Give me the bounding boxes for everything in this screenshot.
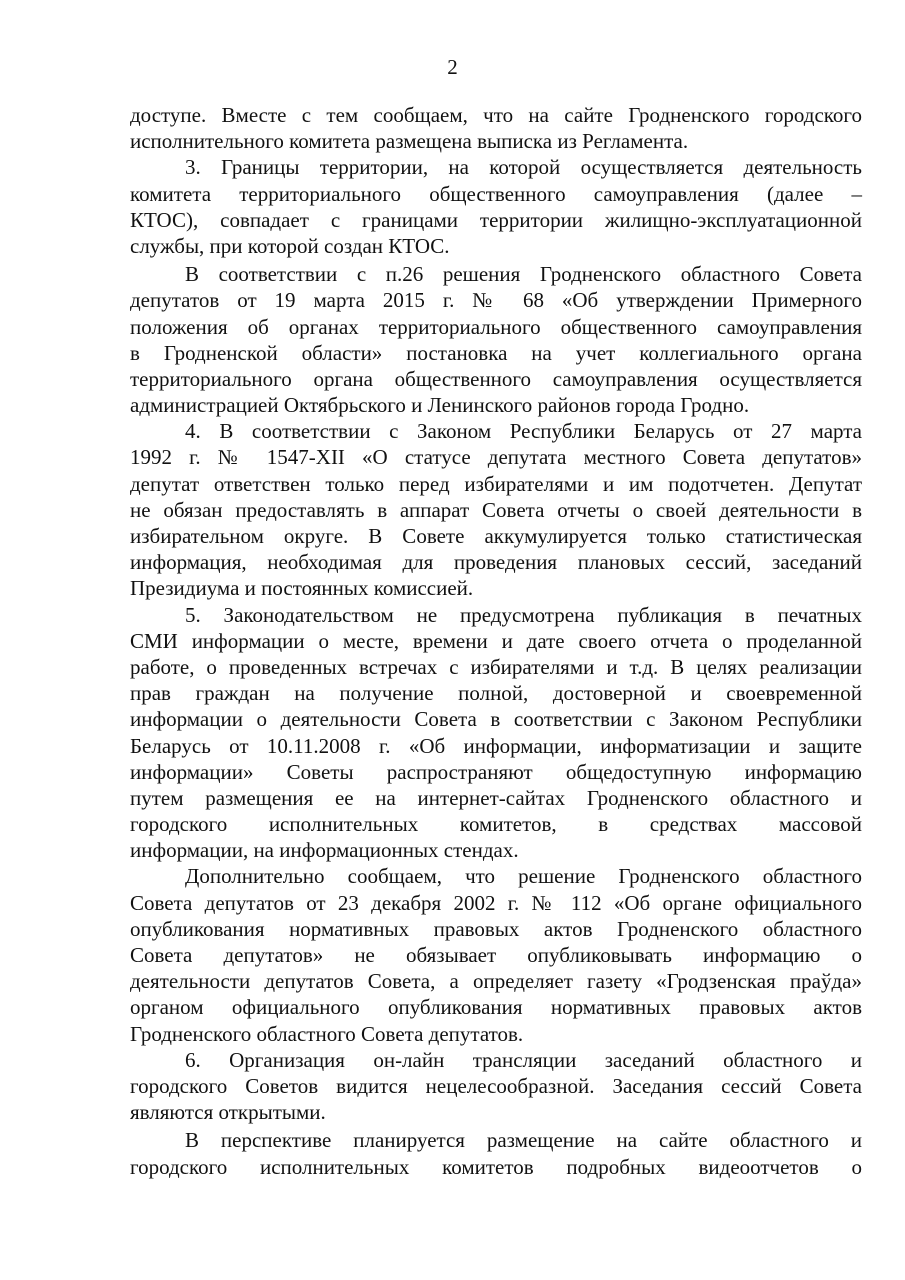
text-line: территориального органа общественного самоуправления осуществляется [130,366,862,391]
text-line: опубликования нормативных правовых актов Гродненского областного [130,916,862,941]
text-line: администрацией Октябрьского и Ленинского районов города Гродно. [130,393,750,418]
text-line: являются открытыми. [130,1100,326,1125]
text-line: информации о деятельности Совета в соответствии с Законом Республики [130,707,862,732]
text-line: Совета депутатов» не обязывает опубликовывать информацию о [130,943,862,967]
text-line: Беларусь от 10.11.2008 г. «Об информации, информатизации и защите [130,733,862,758]
text-line: городского исполнительных комитетов, в средствах массовой [130,812,862,837]
text-line: 1992 г. № 1547-XII «О статусе депутата местного Совета депутатов» [130,445,862,470]
text-line: информации, на информационных стендах. [130,838,519,863]
text-line: избирательном округе. В Совете аккумулируется только статистическая [130,524,862,548]
text-line: 5. Законодательством не предусмотрена публикация в печатных [185,602,862,627]
page-number: 2 [447,55,458,79]
text-line: 4. В соответствии с Законом Республики Беларусь от 27 марта [185,419,862,444]
text-line: доступе. Вместе с тем сообщаем, что на сайте Гродненского городского [130,103,862,127]
text-line: службы, при которой создан КТОС. [130,233,450,258]
text-line: положения об органах территориального общественного самоуправления [130,314,862,339]
text-line: в Гродненской области» постановка на учет коллегиального органа [130,340,862,365]
document-body [130,102,862,1180]
text-line: КТОС), совпадает с границами территории жилищно-эксплуатационной [130,207,862,232]
text-line: работе, о проведенных встречах с избирателями и т.д. В целях реализации [130,654,862,679]
text-line: городского исполнительных комитетов подробных видеоотчетов о [130,1154,862,1179]
text-line: Дополнительно сообщаем, что решение Гродненского областного [185,864,862,889]
text-line: В соответствии с п.26 решения Гродненского областного Совета [185,262,862,287]
text-line: органом официального опубликования нормативных правовых актов [130,995,862,1020]
text-line: городского Советов видится нецелесообразной. Заседания сессий Совета [130,1073,862,1098]
text-line: В перспективе планируется размещение на сайте областного и [185,1128,862,1153]
text-line: депутат ответствен только перед избирателями и им подотчетен. Депутат [130,471,862,496]
text-line: 6. Организация он-лайн трансляции заседаний областного и [185,1047,862,1072]
text-line: путем размещения ее на интернет-сайтах Гродненского областного и [130,785,862,810]
text-line: 3. Границы территории, на которой осуществляется деятельность [185,155,862,180]
text-line: информация, необходимая для проведения плановых сессий, заседаний [130,550,862,575]
text-line: Совета депутатов от 23 декабря 2002 г. № 112 «Об органе официального [130,890,862,915]
text-line: комитета территориального общественного самоуправления (далее – [130,181,862,206]
text-line: Гродненского областного Совета депутатов. [130,1021,524,1046]
text-line: не обязан предоставлять в аппарат Совета отчеты о своей деятельности в [130,497,862,522]
text-line: информации» Советы распространяют общедоступную информацию [130,759,862,784]
text-line: прав граждан на получение полной, достоверной и своевременной [130,681,862,706]
text-line: депутатов от 19 марта 2015 г. № 68 «Об утверждении Примерного [130,288,862,313]
text-line: СМИ информации о месте, времени и дате своего отчета о проделанной [130,628,862,653]
text-line: Президиума и постоянных комиссией. [130,576,474,601]
text-line: исполнительного комитета размещена выписка из Регламента. [130,129,689,154]
text-line: деятельности депутатов Совета, а определяет газету «Гродзенская праўда» [130,969,862,994]
